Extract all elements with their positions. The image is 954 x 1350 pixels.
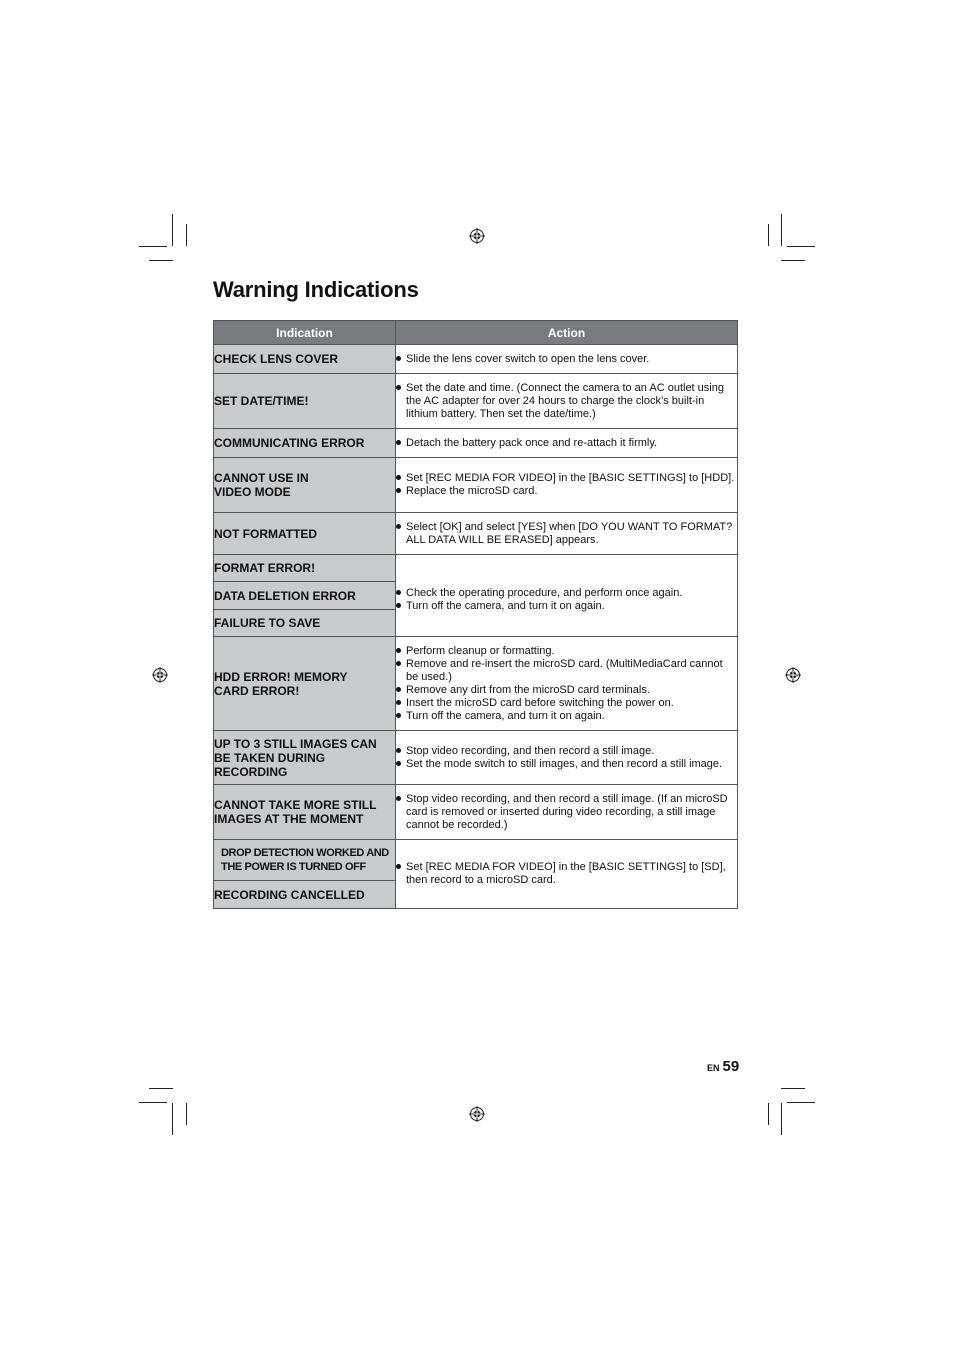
action-item: Check the operating procedure, and perform once again. [396,587,737,600]
action-cell [396,555,738,637]
crop-mark [781,1103,782,1135]
action-item: Insert the microSD card before switching the power on. [396,697,737,710]
table-row [214,637,738,731]
crop-mark [172,1103,173,1135]
indication-cell: NOT FORMATTED [214,513,396,555]
registration-mark-icon [785,667,801,683]
crop-mark [787,246,815,247]
indication-cell: CANNOT TAKE MORE STILL IMAGES AT THE MOMENT [214,785,396,840]
table-row [214,458,738,513]
indication-cell: CANNOT USE IN VIDEO MODE [214,458,396,513]
action-cell [396,840,738,909]
action-item: Stop video recording, and then record a still image. [396,745,737,758]
action-item: Stop video recording, and then record a still image. (If an microSD card is removed or inserted during video recording, a still image cannot be recorded.) [396,793,737,832]
indication-cell: DROP DETECTION WORKED AND THE POWER IS TURNED OFF [214,840,396,881]
table-row [214,731,738,785]
action-item: Perform cleanup or formatting. [396,645,737,658]
table-row [214,840,738,881]
crop-mark [172,214,173,246]
action-item: Turn off the camera, and turn it on again. [396,600,737,613]
table-row [214,513,738,555]
action-item: Set [REC MEDIA FOR VIDEO] in the [BASIC SETTINGS] to [HDD]. [396,472,737,485]
crop-mark [139,246,167,247]
crop-mark [787,1102,815,1103]
crop-mark [139,1102,167,1103]
registration-mark-icon [469,1106,485,1122]
action-cell [396,731,738,785]
crop-mark [186,1103,187,1125]
indication-cell: UP TO 3 STILL IMAGES CAN BE TAKEN DURING RECORDING [214,731,396,785]
action-cell [396,513,738,555]
action-item: Replace the microSD card. [396,485,737,498]
indication-cell: DATA DELETION ERROR [214,582,396,610]
indication-cell: RECORDING CANCELLED [214,881,396,909]
action-item: Remove any dirt from the microSD card terminals. [396,684,737,697]
action-cell [396,637,738,731]
action-cell [396,429,738,458]
registration-mark-icon [469,228,485,244]
crop-mark [149,1088,173,1089]
column-header-action: Action [396,321,738,345]
crop-mark [781,1088,805,1089]
indication-cell: CHECK LENS COVER [214,345,396,374]
table-row [214,785,738,840]
table-header-row [214,321,738,345]
language-code: EN [707,1063,720,1073]
action-cell [396,374,738,429]
action-item: Set [REC MEDIA FOR VIDEO] in the [BASIC SETTINGS] to [SD], then record to a microSD card. [396,861,737,887]
registration-mark-icon [152,667,168,683]
column-header-indication: Indication [214,321,396,345]
page-number-value: 59 [722,1058,740,1075]
action-cell [396,345,738,374]
action-cell [396,785,738,840]
action-cell [396,458,738,513]
warning-table [213,320,738,909]
action-item: Slide the lens cover switch to open the lens cover. [396,353,737,366]
indication-cell: FORMAT ERROR! [214,555,396,582]
crop-mark [149,260,173,261]
indication-cell: FAILURE TO SAVE [214,610,396,637]
action-item: Detach the battery pack once and re-attach it firmly. [396,437,737,450]
table-row [214,429,738,458]
action-item: Select [OK] and select [YES] when [DO YOU WANT TO FORMAT? ALL DATA WILL BE ERASED] appears. [396,521,737,547]
indication-cell: SET DATE/TIME! [214,374,396,429]
action-item: Turn off the camera, and turn it on again. [396,710,737,723]
action-item: Set the mode switch to still images, and then record a still image. [396,758,737,771]
crop-mark [768,1103,769,1125]
crop-mark [186,224,187,246]
indication-cell: HDD ERROR! MEMORY CARD ERROR! [214,637,396,731]
table-row [214,374,738,429]
crop-mark [781,260,805,261]
action-item: Set the date and time. (Connect the camera to an AC outlet using the AC adapter for over 24 hours to charge the clock’s built-in lithium battery. Then set the date/time.) [396,382,737,421]
page-number [707,1058,739,1076]
crop-mark [768,224,769,246]
table-row [214,555,738,582]
action-item: Remove and re-insert the microSD card. (MultiMediaCard cannot be used.) [396,658,737,684]
crop-mark [781,214,782,246]
page-title: Warning Indications [213,277,419,302]
indication-cell: COMMUNICATING ERROR [214,429,396,458]
table-row [214,345,738,374]
